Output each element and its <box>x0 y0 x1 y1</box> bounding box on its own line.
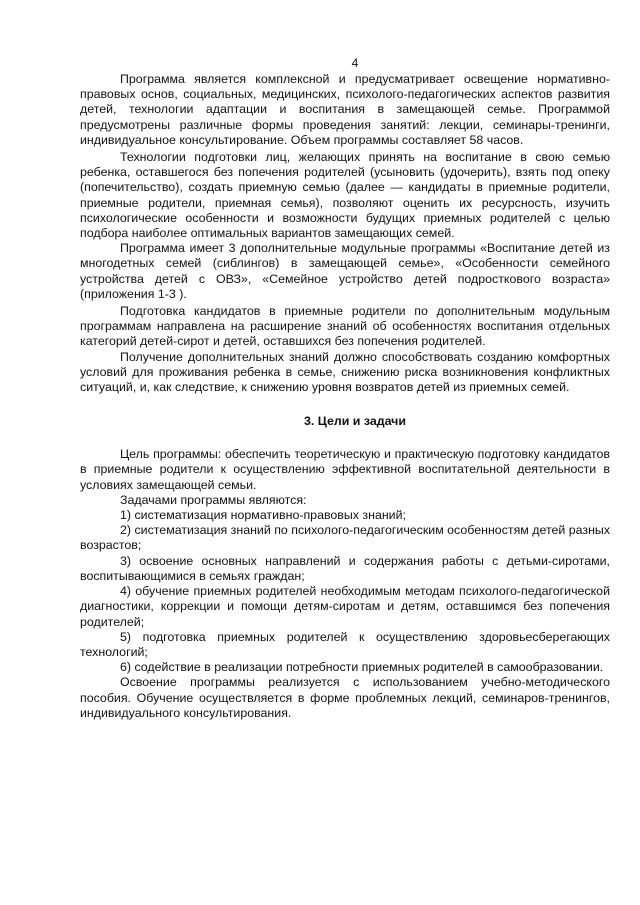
task-item-6: 6) содействие в реализации потребности приемных родителей в самообразовании. <box>120 660 604 675</box>
task-item-5: 5) подготовка приемных родителей к осуществлению здоровьесберегающих технологий; <box>80 629 610 659</box>
tasks-intro: Задачами программы являются: <box>120 492 307 507</box>
task-item-3: 3) освоение основных направлений и содержания работы с детьми-сиротами, воспитывающимися в семьях граждан; <box>80 553 610 583</box>
paragraph-closing: Освоение программы реализуется с использованием учебно-методического пособия. Обучение осуществляется в форме проблемных лекций, семинаров-тренингов, индивидуального консультирования. <box>80 675 610 720</box>
task-item-4: 4) обучение приемных родителей необходимым методам психолого-педагогической диагностики, коррекции и помощи детям-сиротам и детям, оставшимся без попечения родителей; <box>80 584 610 629</box>
paragraph-goal: Цель программы: обеспечить теоретическую и практическую подготовку кандидатов в приемные родители к осуществлению эффективной воспитательной деятельности в условиях замещающей семьи. <box>80 447 610 492</box>
paragraph-technologies: Технологии подготовки лиц, желающих принять на воспитание в свою семью ребенка, оставшегося без попечения родителей (усыновить (удочерить), взять под опеку (попечительство), создать приемную семью (далее — кандидаты в приемные родители, приемные родители, приемная семья), позволяют оценить их ресурсность, изучить психологические особенности и возможности будущих приемных родителей с целью подбора наиболее оптимальных вариантов замещающих семей. <box>80 150 610 241</box>
paragraph-training: Подготовка кандидатов в приемные родители по дополнительным модульным программам направлена на расширение знаний об особенностях воспитания отдельных категорий детей-сирот и детей, оставшихся без попечения родителей. <box>80 304 610 349</box>
paragraph-modules: Программа имеет 3 дополнительные модульные программы «Воспитание детей из многодетных семей (сиблингов) в замещающей семье», «Особенности семейного устройства детей с ОВЗ», «Семейное устройство детей подросткового возраста» (приложения 1-3 ). <box>80 241 610 301</box>
paragraph-program-overview: Программа является комплексной и предусматривает освещение нормативно-правовых основ, социальных, медицинских, психолого-педагогических аспектов развития детей, технологии адаптации и воспитания в замещающей семье. Программой предусмотрены различные формы проведения занятий: лекции, семинары-тренинги, индивидуальное консультирование. Объем программы составляет 58 часов. <box>80 72 610 147</box>
paragraph-knowledge: Получение дополнительных знаний должно способствовать созданию комфортных условий для проживания ребенка в семье, снижению риска возникновения конфликтных ситуаций, и, как следствие, к снижению уровня возвратов детей из приемных семей. <box>80 349 610 395</box>
task-item-2: 2) систематизация знаний по психолого-педагогическим особенностям детей разных возрастов; <box>80 523 611 553</box>
task-item-1: 1) систематизация нормативно-правовых знаний; <box>120 508 406 523</box>
section-title: 3. Цели и задачи <box>303 414 406 429</box>
page-number: 4 <box>351 56 359 70</box>
